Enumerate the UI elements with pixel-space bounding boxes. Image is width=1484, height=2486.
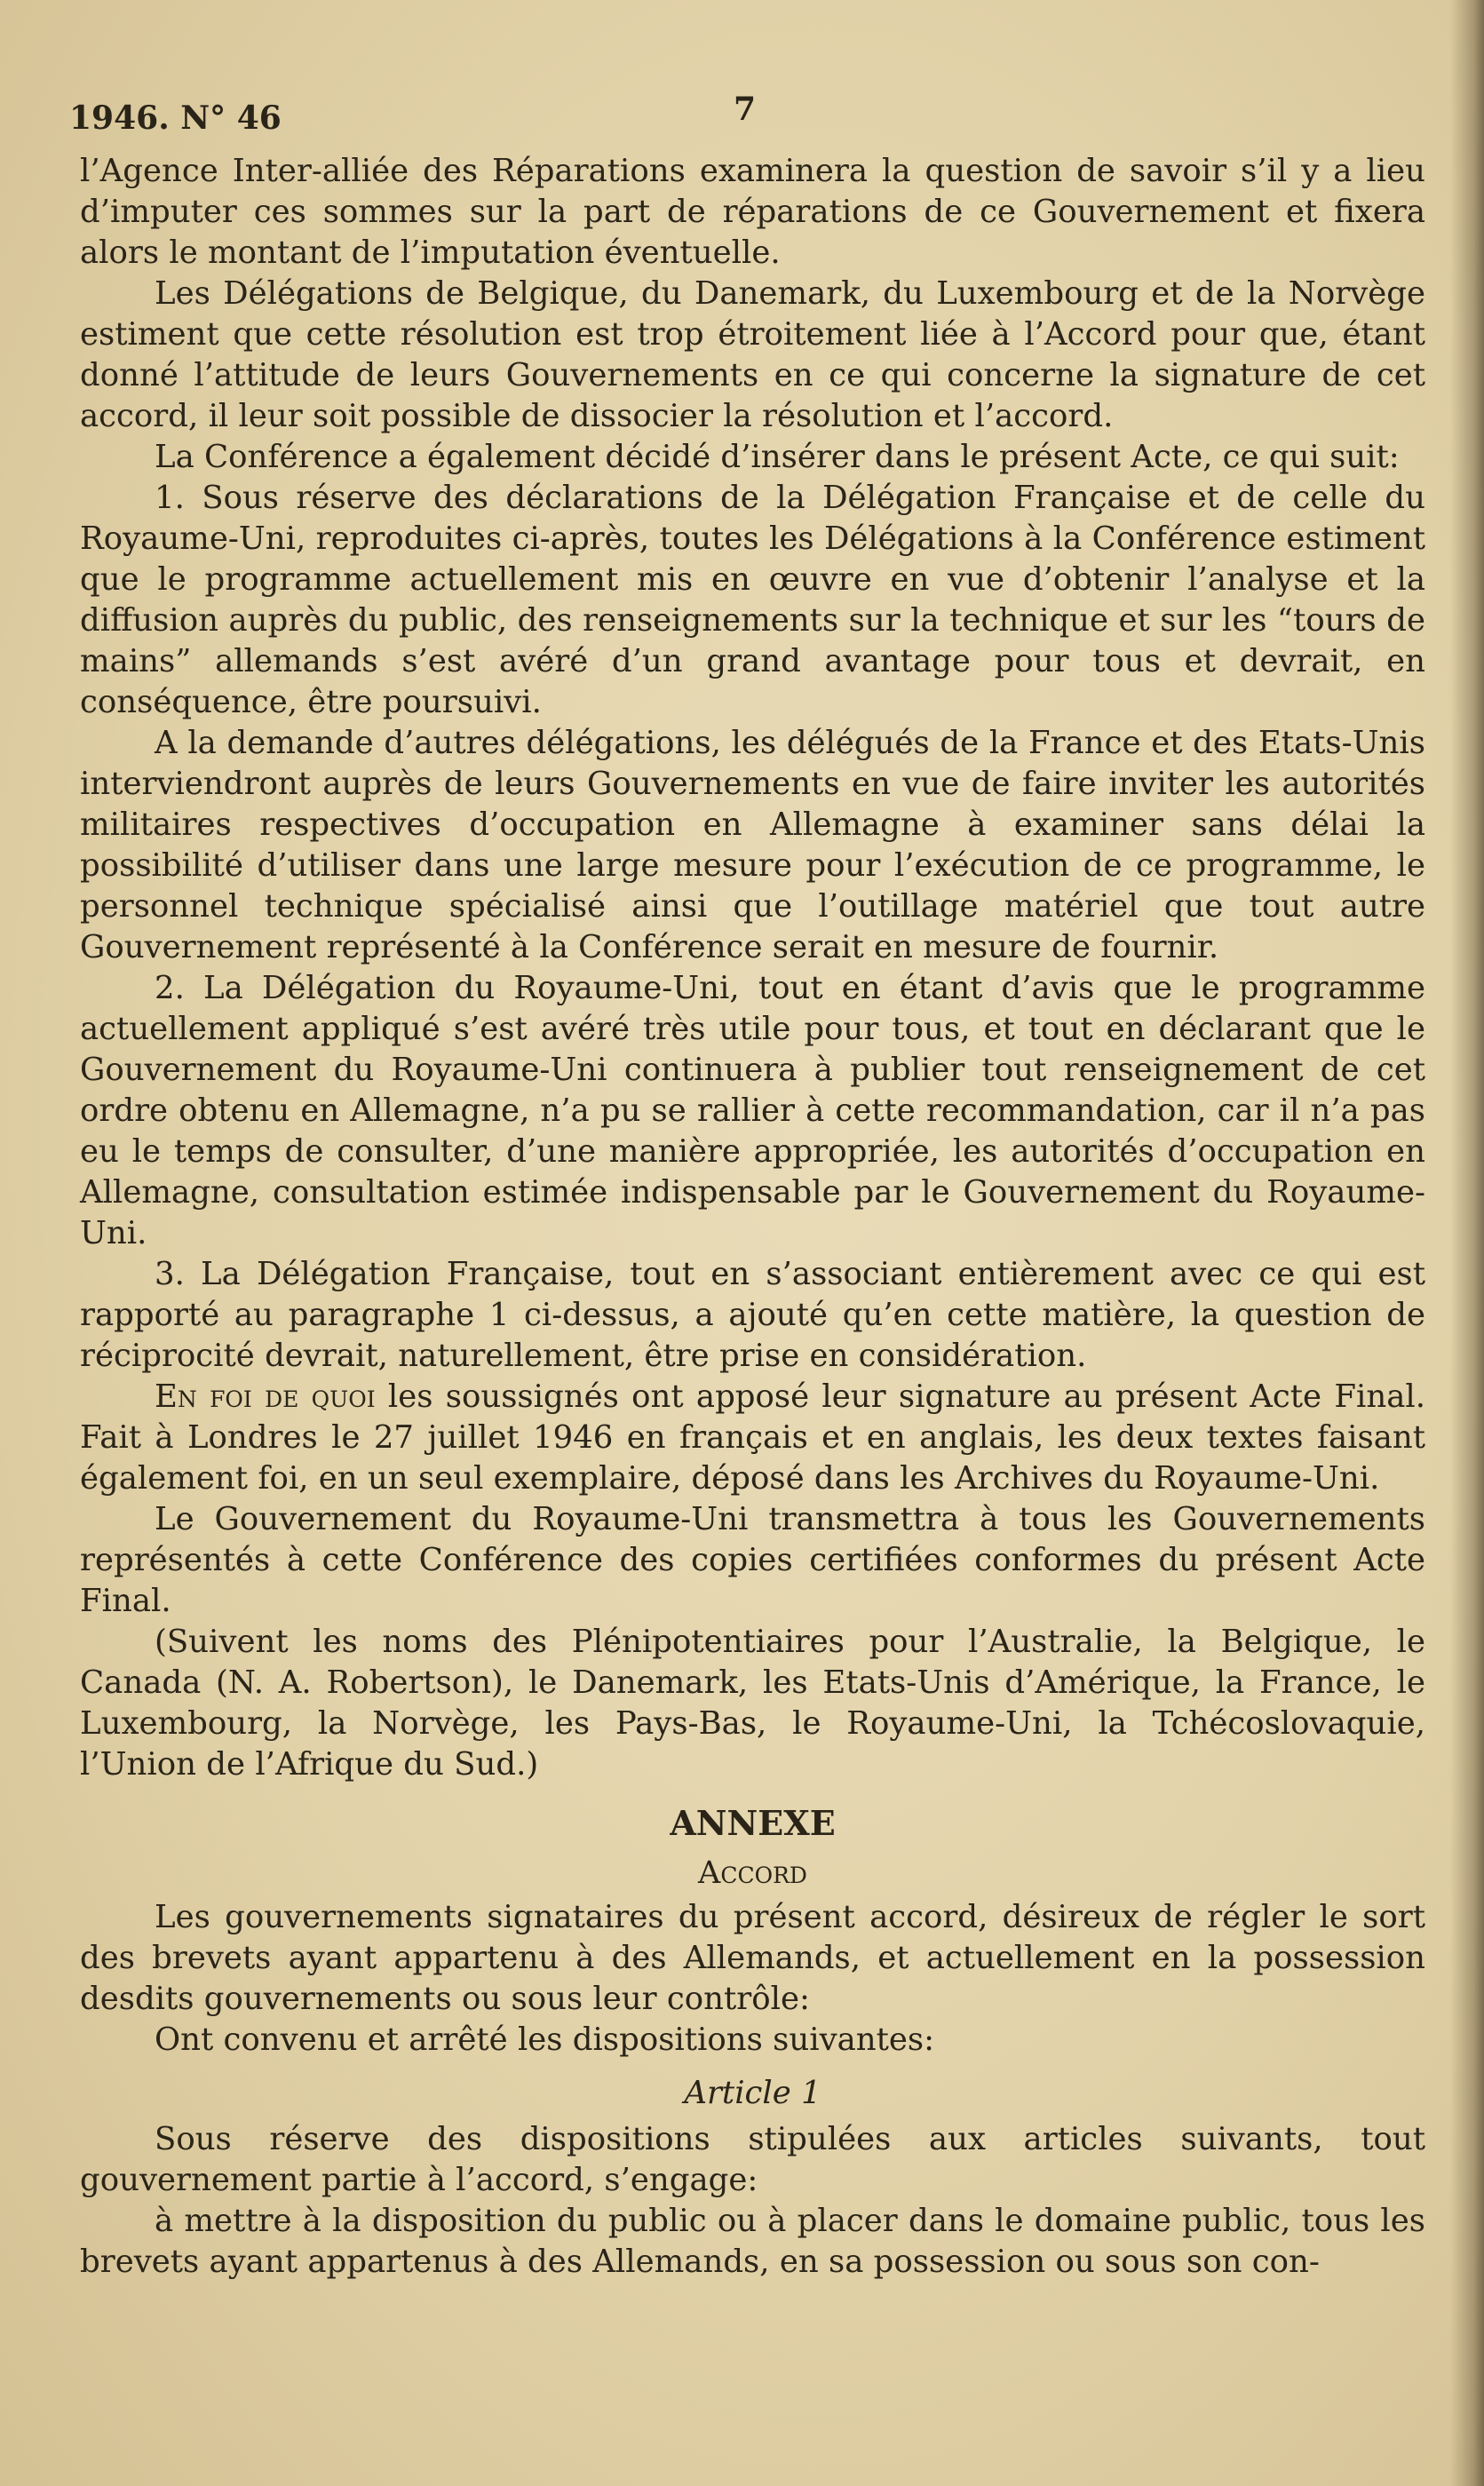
annex-title: ANNEXE (670, 1803, 836, 1843)
paragraph-signature-clause (80, 1377, 1425, 1499)
paragraph-point-1: 1. Sous réserve des déclarations de la Délégation Française et de celle du Royaume-Uni, reproduites ci-après, toutes les Délégations à la Conférence estiment que le programme actuellement mis en œuvre en vue d’obtenir l’analyse et la diffusion auprès du public, des renseignements sur la technique et sur les “tours de mains” allemands s’est avéré d’un grand avantage pour tous et devrait, en conséquence, être poursuivi. (80, 480, 1425, 720)
article-1-intro: Sous réserve des dispositions stipulées aux articles suivants, tout gouvernement partie à l’accord, s’engage: (80, 2121, 1425, 2198)
annex-subtitle: Accord (698, 1855, 807, 1891)
body-text (80, 151, 1425, 2283)
paragraph-conference-decision: La Conférence a également décidé d’insérer dans le présent Acte, ce qui suit: (155, 439, 1400, 475)
annex-preamble: Les gouvernements signataires du présent accord, désireux de régler le sort des brevets ayant appartenu à des Allemands, et actuellement en la possession desdits gouvernements ou sous leur contrôle: (80, 1899, 1425, 2017)
signature-clause-text: les soussignés ont apposé leur signature au présent Acte Final. Fait à Londres le 27 juillet 1946 en français et en anglais, les deux textes faisant également foi, en un seul exemplaire, déposé dans les Archives du Royaume-Uni. (80, 1378, 1425, 1497)
paragraph-other-delegations: A la demande d’autres délégations, les délégués de la France et des Etats-Unis interviendront auprès de leurs Gouvernements en vue de faire inviter les autorités militaires respectives d’occupation en Allemagne à examiner sans délai la possibilité d’utiliser dans une large mesure pour l’exécution de ce programme, le personnel technique spécialisé ainsi que l’outillage matériel que tout autre Gouvernement représenté à la Conférence serait en mesure de fournir. (80, 725, 1425, 965)
signature-clause-lead: En foi de quoi (155, 1378, 376, 1415)
paragraph-delegations-reservation: Les Délégations de Belgique, du Danemark, du Luxembourg et de la Norvège estiment que cette résolution est trop étroitement liée à l’Accord pour que, étant donné l’attitude de leurs Gouvernements en ce qui concerne la signature de cet accord, il leur soit possible de dissocier la résolution et l’accord. (80, 275, 1425, 434)
annex-agreed: Ont convenu et arrêté les dispositions suivantes: (155, 2021, 935, 2058)
article-1-clause: à mettre à la disposition du public ou à placer dans le domaine public, tous les brevets ayant appartenus à des Allemands, en sa possession ou sous son con- (80, 2203, 1425, 2280)
article-heading: Article 1 (684, 2075, 821, 2111)
paragraph-point-2: 2. La Délégation du Royaume-Uni, tout en étant d’avis que le programme actuellement appliqué s’est avéré très utile pour tous, et tout en déclarant que le Gouvernement du Royaume-Uni continuera à publier tout renseignement de cet ordre obtenu en Allemagne, n’a pu se rallier à cette recommandation, car il n’a pas eu le temps de consulter, d’une manière appropriée, les autorités d’occupation en Allemagne, consultation estimée indispensable par le Gouvernement du Royaume-Uni. (80, 970, 1425, 1251)
paragraph-certified-copies: Le Gouvernement du Royaume-Uni transmettra à tous les Gouvernements représentés à cette Conférence des copies certifiées conformes du présent Acte Final. (80, 1501, 1425, 1619)
page-number: 7 (734, 91, 757, 128)
running-header: 1946. N° 46 (69, 99, 282, 137)
paragraph-point-3: 3. La Délégation Française, tout en s’associant entièrement avec ce qui est rapporté au paragraphe 1 ci-dessus, a ajouté qu’en cette matière, la question de réciprocité devrait, naturellement, être prise en considération. (80, 1256, 1425, 1374)
paragraph-continuation: l’Agence Inter-alliée des Réparations examinera la question de savoir s’il y a lieu d’imputer ces sommes sur la part de réparations de ce Gouvernement et fixera alors le montant de l’imputation éventuelle. (80, 153, 1425, 271)
page-edge-shadow (1450, 0, 1484, 2486)
paragraph-plenipotentiaries: (Suivent les noms des Plénipotentiaires pour l’Australie, la Belgique, le Canada (N. A. Robertson), le Danemark, les Etats-Unis d’Amérique, la France, le Luxembourg, la Norvège, les Pays-Bas, le Royaume-Uni, la Tchécoslovaquie, l’Union de l’Afrique du Sud.) (80, 1624, 1425, 1783)
